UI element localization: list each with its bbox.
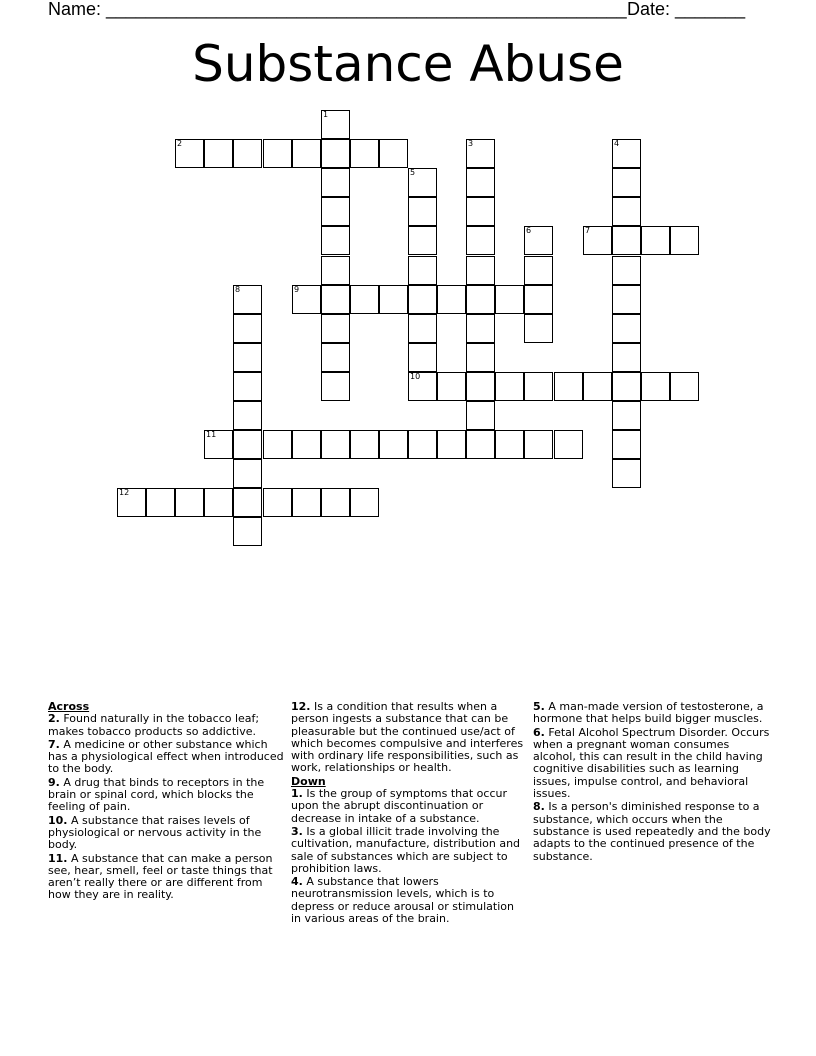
grid-cell[interactable] xyxy=(641,372,670,401)
cell-number: 5 xyxy=(410,168,416,177)
grid-cell[interactable] xyxy=(583,372,612,401)
grid-cell[interactable] xyxy=(466,197,495,226)
grid-cell[interactable] xyxy=(321,226,350,255)
page-title: Substance Abuse xyxy=(192,35,624,93)
grid-cell[interactable] xyxy=(175,488,204,517)
grid-cell[interactable] xyxy=(524,430,553,459)
grid-cell[interactable] xyxy=(233,401,262,430)
cell-number: 12 xyxy=(119,488,130,497)
clues-column-3 xyxy=(533,701,773,864)
grid-cell[interactable] xyxy=(408,168,437,197)
grid-cell[interactable] xyxy=(437,372,466,401)
grid-cell[interactable] xyxy=(233,430,262,459)
clue-down-5: 5. A man-made version of testosterone, a hormone that helps build bigger muscles. xyxy=(533,700,764,726)
down-heading: Down xyxy=(291,774,326,788)
grid-cell[interactable] xyxy=(612,401,641,430)
cell-number: 2 xyxy=(177,139,183,148)
grid-cell[interactable] xyxy=(350,488,379,517)
clue-across-9: 9. A drug that binds to receptors in the brain or spinal cord, which blocks the feeling of pain. xyxy=(48,775,265,814)
grid-cell[interactable] xyxy=(554,430,583,459)
grid-cell[interactable] xyxy=(263,139,292,168)
grid-cell[interactable] xyxy=(466,401,495,430)
grid-cell[interactable] xyxy=(641,226,670,255)
grid-cell[interactable] xyxy=(233,372,262,401)
grid-cell[interactable] xyxy=(437,285,466,314)
grid-cell[interactable] xyxy=(292,285,321,314)
name-field[interactable]: Name: ____________________________________________________ xyxy=(48,0,627,19)
grid-cell[interactable] xyxy=(292,430,321,459)
grid-cell[interactable] xyxy=(263,488,292,517)
clue-down-8: 8. Is a person's diminished response to a substance, which occurs when the substance is used repeatedly and the body adapts to the continued presence of the substance. xyxy=(533,800,771,863)
grid-cell[interactable] xyxy=(495,285,524,314)
grid-cell[interactable] xyxy=(321,488,350,517)
grid-cell[interactable] xyxy=(233,488,262,517)
grid-cell[interactable] xyxy=(408,343,437,372)
grid-cell[interactable] xyxy=(321,430,350,459)
grid-cell[interactable] xyxy=(292,139,321,168)
grid-cell[interactable] xyxy=(612,226,641,255)
grid-cell[interactable] xyxy=(437,430,466,459)
grid-cell[interactable] xyxy=(408,430,437,459)
grid-cell[interactable] xyxy=(612,139,641,168)
cell-number: 4 xyxy=(614,139,620,148)
grid-cell[interactable] xyxy=(524,372,553,401)
grid-cell[interactable] xyxy=(408,226,437,255)
grid-cell[interactable] xyxy=(466,226,495,255)
grid-cell[interactable] xyxy=(466,285,495,314)
grid-cell[interactable] xyxy=(612,285,641,314)
cell-number: 10 xyxy=(410,372,421,381)
grid-cell[interactable] xyxy=(670,372,699,401)
grid-cell[interactable] xyxy=(321,110,350,139)
grid-cell[interactable] xyxy=(321,197,350,226)
grid-cell[interactable] xyxy=(408,197,437,226)
clue-across-11: 11. A substance that can make a person see, hear, smell, feel or taste things that aren’t really there or are different from how they are in reality. xyxy=(48,851,273,902)
date-field[interactable]: Date: _______ xyxy=(627,0,746,19)
grid-cell[interactable] xyxy=(350,139,379,168)
grid-cell[interactable] xyxy=(204,430,233,459)
grid-cell[interactable] xyxy=(292,488,321,517)
grid-cell[interactable] xyxy=(524,256,553,285)
grid-cell[interactable] xyxy=(524,226,553,255)
grid-cell[interactable] xyxy=(263,430,292,459)
grid-cell[interactable] xyxy=(321,285,350,314)
grid-cell[interactable] xyxy=(379,285,408,314)
clue-across-7: 7. A medicine or other substance which has a physiological effect when introduced to the body. xyxy=(48,737,284,776)
grid-cell[interactable] xyxy=(408,314,437,343)
grid-cell[interactable] xyxy=(321,139,350,168)
grid-cell[interactable] xyxy=(670,226,699,255)
grid-cell[interactable] xyxy=(466,139,495,168)
grid-cell[interactable] xyxy=(408,256,437,285)
grid-cell[interactable] xyxy=(612,314,641,343)
clue-across-2: 2. Found naturally in the tobacco leaf; makes tobacco products so addictive. xyxy=(48,712,260,738)
grid-cell[interactable] xyxy=(612,256,641,285)
clue-down-1: 1. Is the group of symptoms that occur upon the abrupt discontinuation or decrease in intake of a substance. xyxy=(291,787,507,825)
grid-cell[interactable] xyxy=(321,314,350,343)
grid-cell[interactable] xyxy=(524,314,553,343)
grid-cell[interactable] xyxy=(466,168,495,197)
grid-cell[interactable] xyxy=(612,459,641,488)
cell-number: 11 xyxy=(206,430,217,439)
grid-cell[interactable] xyxy=(379,430,408,459)
grid-cell[interactable] xyxy=(233,285,262,314)
grid-cell[interactable] xyxy=(175,139,204,168)
cell-number: 1 xyxy=(323,110,329,119)
cell-number: 8 xyxy=(235,285,241,294)
grid-cell[interactable] xyxy=(612,372,641,401)
grid-cell[interactable] xyxy=(583,226,612,255)
grid-cell[interactable] xyxy=(495,430,524,459)
grid-cell[interactable] xyxy=(466,314,495,343)
grid-cell[interactable] xyxy=(612,168,641,197)
clues-column-1 xyxy=(48,701,286,903)
grid-cell[interactable] xyxy=(204,139,233,168)
grid-cell[interactable] xyxy=(146,488,175,517)
grid-cell[interactable] xyxy=(321,343,350,372)
grid-cell[interactable] xyxy=(495,372,524,401)
grid-cell[interactable] xyxy=(408,372,437,401)
cell-number: 6 xyxy=(526,226,532,235)
grid-cell[interactable] xyxy=(233,459,262,488)
grid-cell[interactable] xyxy=(321,372,350,401)
across-heading: Across xyxy=(48,700,90,713)
clue-down-4: 4. A substance that lowers neurotransmission levels, which is to depress or reduce arousal or stimulation in various areas of the brain. xyxy=(291,875,514,926)
clue-down-3: 3. Is a global illicit trade involving the cultivation, manufacture, distribution and sale of substances which are subject to prohibition laws. xyxy=(291,824,521,875)
grid-cell[interactable] xyxy=(117,488,146,517)
grid-cell[interactable] xyxy=(204,488,233,517)
cell-number: 3 xyxy=(468,139,474,148)
clue-across-10: 10. A substance that raises levels of physiological or nervous activity in the body. xyxy=(48,813,262,852)
grid-cell[interactable] xyxy=(612,343,641,372)
cell-number: 7 xyxy=(585,226,591,235)
clues-column-2 xyxy=(291,701,527,926)
grid-cell[interactable] xyxy=(350,430,379,459)
grid-cell[interactable] xyxy=(554,372,583,401)
grid-cell[interactable] xyxy=(233,343,262,372)
grid-cell[interactable] xyxy=(233,314,262,343)
clue-across-12: 12. Is a condition that results when a person ingests a substance that can be pleasurable but the continued use/act of which becomes compulsive and interferes with ordinary life responsibilities, such as work, relationships or health. xyxy=(291,700,524,775)
grid-cell[interactable] xyxy=(466,430,495,459)
grid-cell[interactable] xyxy=(379,139,408,168)
grid-cell[interactable] xyxy=(466,256,495,285)
grid-cell[interactable] xyxy=(466,372,495,401)
grid-cell[interactable] xyxy=(612,197,641,226)
grid-cell[interactable] xyxy=(233,517,262,546)
grid-cell[interactable] xyxy=(321,256,350,285)
grid-cell[interactable] xyxy=(233,139,262,168)
grid-cell[interactable] xyxy=(321,168,350,197)
cell-number: 9 xyxy=(294,285,300,294)
grid-cell[interactable] xyxy=(408,285,437,314)
grid-cell[interactable] xyxy=(524,285,553,314)
clue-down-6: 6. Fetal Alcohol Spectrum Disorder. Occurs when a pregnant woman consumes alcohol, this can result in the child having cognitive disabilities such as learning issues, impulse control, and behavioral issues. xyxy=(533,725,770,801)
grid-cell[interactable] xyxy=(466,343,495,372)
grid-cell[interactable] xyxy=(350,285,379,314)
grid-cell[interactable] xyxy=(612,430,641,459)
